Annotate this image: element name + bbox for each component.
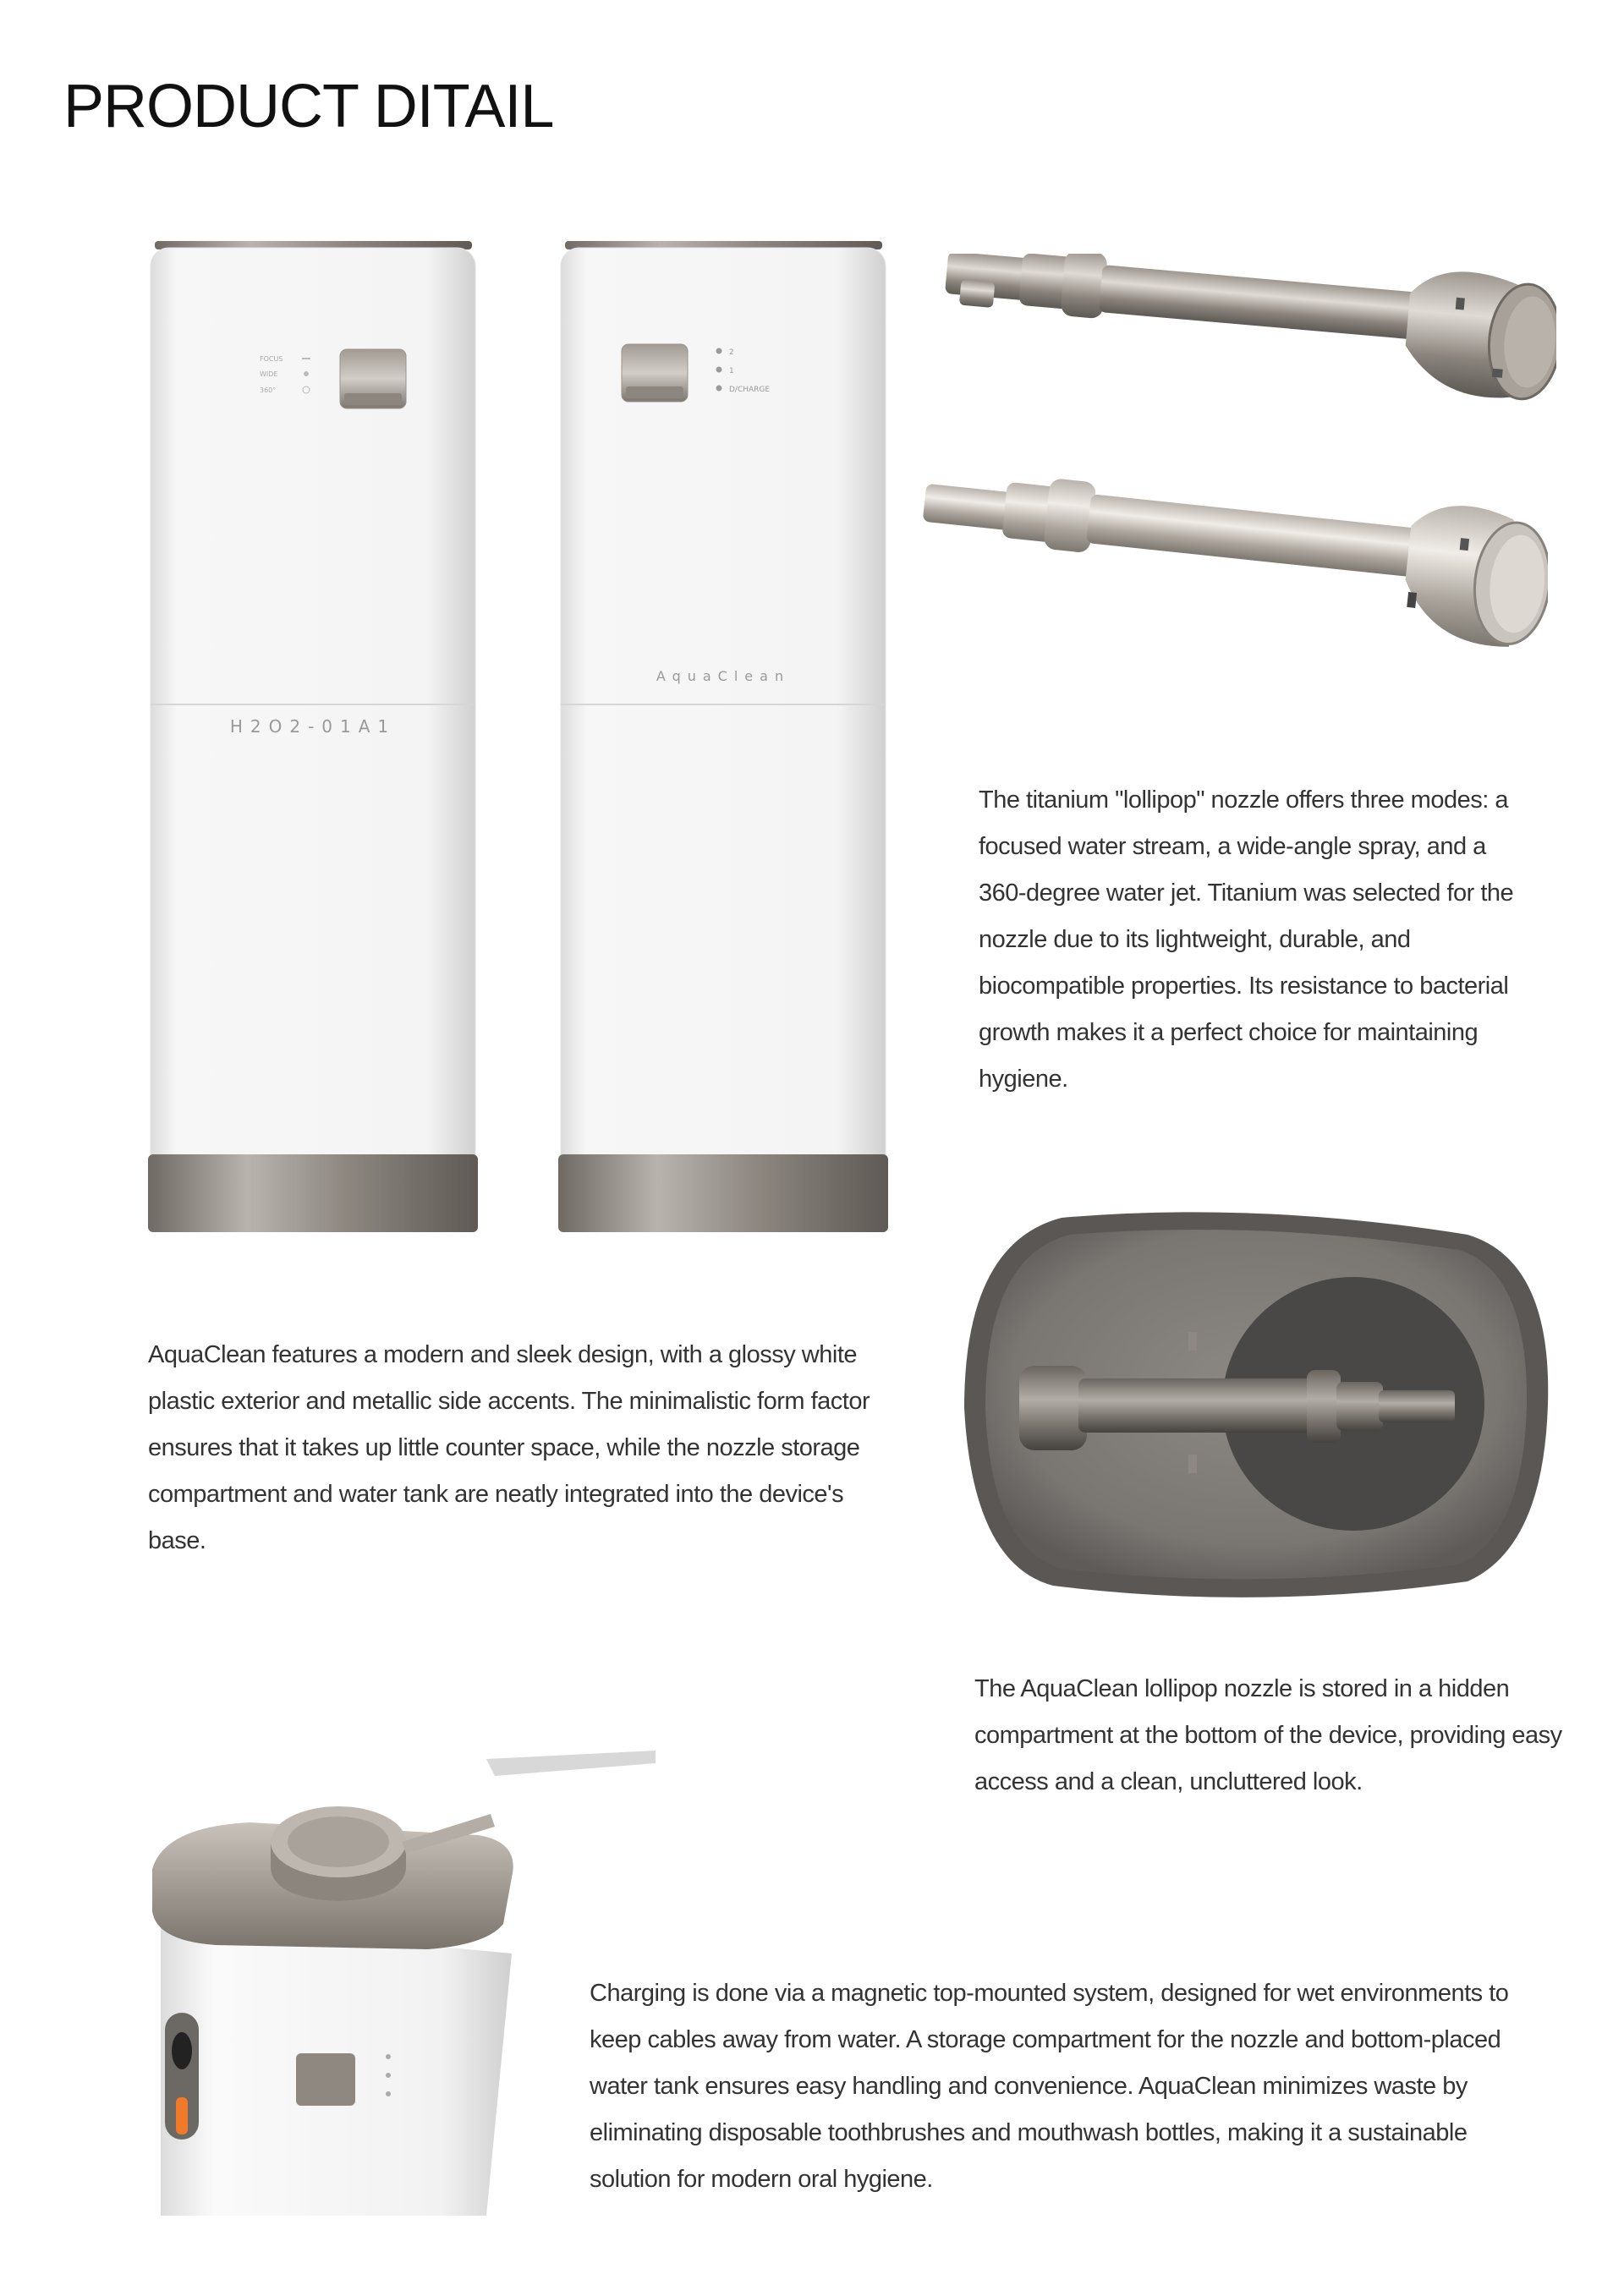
design-description: AquaClean features a modern and sleek design, with a glossy white plastic exterior and metallic side accents. The minimalistic form factor ensures that it takes up little counter space, while the nozzle storage compartment and water tank are neatly integrated into the device's base. — [148, 1341, 870, 1554]
mode-label-wide: WIDE — [260, 370, 278, 378]
page-title: PRODUCT DITAIL — [63, 73, 554, 140]
charging-closeup-image — [148, 1742, 656, 2216]
status-label-1: 1 — [729, 367, 734, 375]
mode-label-focus: FOCUS — [260, 355, 283, 363]
device-back-image — [558, 241, 888, 1235]
nozzle-image-metal — [930, 254, 1556, 457]
brand-label: AquaClean — [656, 668, 791, 684]
storage-description: The AquaClean lollipop nozzle is stored in a hidden compartment at the bottom of the device, providing easy access and a clean, uncluttered look. — [974, 1675, 1562, 1795]
nozzle-image-light — [914, 474, 1548, 693]
mode-label-360: 360° — [260, 386, 277, 394]
nozzle-storage-image — [960, 1209, 1552, 1603]
device-front-image — [148, 241, 478, 1235]
status-label-charge: D/CHARGE — [729, 386, 771, 394]
status-label-2: 2 — [729, 348, 734, 357]
model-label: H2O2-01A1 — [229, 716, 397, 737]
charging-description: Charging is done via a magnetic top-mounted system, designed for wet environments to keep cables away from water. A storage compartment for the nozzle and bottom-placed water tank ensures easy handling and convenience. AquaClean minimizes waste by eliminating disposable toothbrushes and mouthwash bottles, making it a sustainable solution for modern oral hygiene. — [590, 1980, 1509, 2193]
nozzle-description: The titanium "lollipop" nozzle offers three modes: a focused water stream, a wide-angle spray, and a 360-degree water jet. Titanium was selected for the nozzle due to its lightweight, durable, and biocompatible properties. Its resistance to bacterial growth makes it a perfect choice for maintaining hygiene. — [979, 786, 1514, 1093]
